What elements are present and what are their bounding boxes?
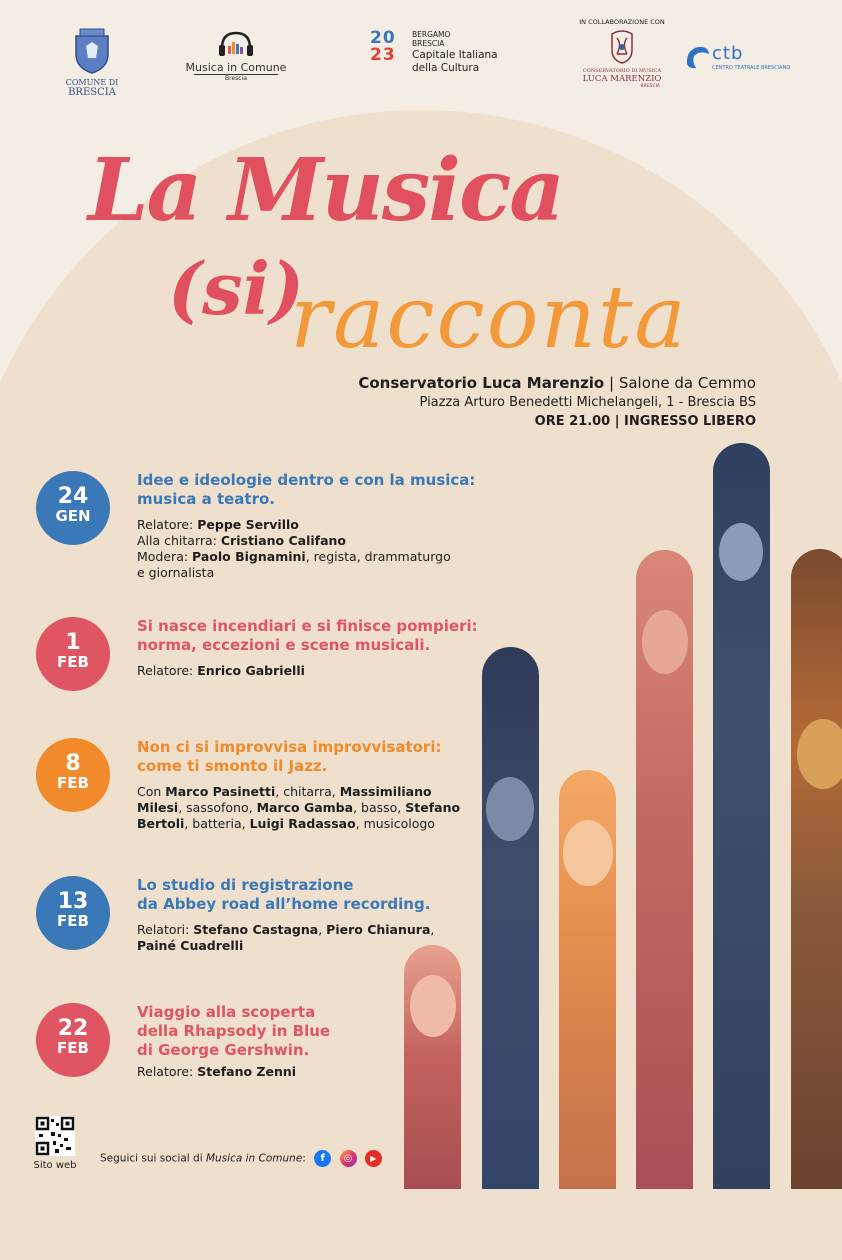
date-day: 24 (57, 484, 89, 509)
speaker-label: Relatori: (137, 922, 194, 937)
qr-block[interactable] (33, 1116, 77, 1172)
event-title-line-1: Viaggio alla scoperta (137, 1003, 316, 1021)
event-title-line-2: musica a teatro. (137, 490, 275, 508)
social-footer (100, 1150, 382, 1167)
performer-role: , sassofono, (178, 800, 257, 815)
conservatorio-name: LUCA MARENZIO (582, 74, 662, 84)
performer-role: , chitarra, (275, 784, 340, 799)
title-line-3: racconta (290, 268, 688, 368)
capitale-cultura-logo[interactable] (370, 30, 510, 78)
moderator-label: Modera: (137, 549, 193, 564)
event-body (137, 617, 507, 679)
event-description (137, 784, 507, 832)
event-body (137, 471, 507, 581)
ctb-logo-icon (684, 44, 710, 72)
performer-name: Stefano (405, 800, 461, 815)
venue-address: Piazza Arturo Benedetti Michelangeli, 1 - Brescia BS (419, 395, 756, 410)
performer-name: Bertoli (137, 816, 185, 831)
speaker-line (137, 1064, 507, 1080)
event-body (137, 876, 507, 954)
performer-role: , batteria, (184, 816, 250, 831)
comune-label-1: COMUNE DI (65, 78, 119, 87)
speaker-line (137, 517, 507, 533)
event-description (137, 922, 507, 954)
portrait-3 (563, 820, 613, 886)
speaker-label: Relatore: (137, 1064, 198, 1079)
photo-strip-6 (791, 549, 842, 1189)
venue-name-bold: Conservatorio Luca Marenzio (358, 374, 605, 392)
facebook-icon[interactable]: f (314, 1150, 331, 1167)
guitar-label: Alla chitarra: (137, 533, 221, 548)
title-line-2: (si) (168, 246, 305, 331)
capitale-year-top: 20 (370, 28, 396, 48)
speaker-label: Relatore: (137, 517, 198, 532)
speaker-name: Stefano Zenni (197, 1064, 297, 1079)
conservatorio-small: CONSERVATORIO DI MUSICA (582, 68, 662, 74)
event-title (137, 471, 507, 509)
photo-strip-4 (636, 550, 693, 1189)
musica-in-comune-logo[interactable] (184, 30, 288, 83)
event-title-line-2: come ti smonto il Jazz. (137, 757, 328, 775)
event-title-line-2: norma, eccezioni e scene musicali. (137, 636, 431, 654)
event-title-line-2: da Abbey road all’home recording. (137, 895, 431, 913)
date-month: FEB (57, 1039, 89, 1057)
capitale-city-2: BRESCIA (412, 39, 445, 48)
performers-line-2 (137, 800, 507, 816)
lyre-crest-icon (607, 30, 637, 64)
performer-name: Marco Pasinetti (165, 784, 276, 799)
speaker-name: Stefano Castagna (193, 922, 319, 937)
date-badge (36, 617, 110, 691)
event-description (137, 663, 507, 679)
date-badge (36, 738, 110, 812)
moderator-role-line-2: e giornalista (137, 565, 215, 580)
venue-time: ORE 21.00 | INGRESSO LIBERO (534, 414, 756, 429)
event-title-line-3: di George Gershwin. (137, 1041, 310, 1059)
qr-code-icon[interactable] (35, 1116, 75, 1156)
event-title (137, 738, 507, 776)
guitar-name: Cristiano Califano (220, 533, 347, 548)
performer-name: Massimiliano (339, 784, 432, 799)
event-title-line-1: Idee e ideologie dentro e con la musica: (137, 471, 476, 489)
performers-prefix: Con (137, 784, 166, 799)
speakers-line-2 (137, 938, 507, 954)
event-body (137, 738, 507, 832)
ctb-name: ctb (712, 43, 744, 64)
date-month: FEB (57, 774, 89, 792)
guitar-line (137, 533, 507, 549)
date-day: 22 (57, 1016, 89, 1041)
event-title (137, 617, 507, 655)
date-day: 1 (65, 630, 81, 655)
performers-line-1 (137, 784, 507, 800)
event-title-line-1: Si nasce incendiari e si finisce pompieri: (137, 617, 478, 635)
performer-role: , basso, (353, 800, 406, 815)
comune-di-brescia-logo[interactable] (64, 28, 120, 98)
headphones-icon (216, 30, 256, 58)
moderator-line (137, 549, 507, 565)
portrait-6 (797, 719, 842, 789)
separator: , (318, 922, 327, 937)
comune-label-2: BRESCIA (68, 87, 116, 98)
venue-block (358, 374, 756, 431)
speaker-name: Peppe Servillo (197, 517, 299, 532)
date-day: 13 (57, 889, 89, 914)
event-description (137, 517, 507, 581)
speaker-name: Enrico Gabrielli (197, 663, 305, 678)
photo-strip-3 (559, 770, 616, 1189)
ctb-logo[interactable] (684, 44, 794, 78)
event-title-line-2: della Rhapsody in Blue (137, 1022, 331, 1040)
capitale-text-1: Capitale Italiana (412, 49, 498, 61)
speaker-label: Relatore: (137, 663, 198, 678)
city-crest-icon (72, 28, 112, 74)
qr-label: Sito web (33, 1160, 77, 1171)
event-title-line-1: Lo studio di registrazione (137, 876, 354, 894)
social-colon: : (302, 1152, 306, 1165)
social-name: Musica in Comune (205, 1152, 303, 1165)
date-month: FEB (57, 653, 89, 671)
moderator-role: , regista, drammaturgo (305, 549, 451, 564)
conservatorio-logo[interactable] (574, 18, 670, 89)
capitale-year-bottom: 23 (370, 45, 396, 65)
youtube-icon[interactable]: ▶ (365, 1150, 382, 1167)
date-month: FEB (57, 912, 89, 930)
musica-logo-name: Musica in Comune (185, 61, 287, 74)
speaker-name: Piero Chianura (326, 922, 431, 937)
instagram-icon[interactable]: ◎ (340, 1150, 357, 1167)
moderator-name: Paolo Bignamini (192, 549, 306, 564)
performer-name: Luigi Radassao (249, 816, 356, 831)
social-prefix: Seguici sui social di (100, 1152, 206, 1165)
venue-name-rest: | Salone da Cemmo (604, 374, 756, 392)
performers-line-3 (137, 816, 507, 832)
capitale-city-1: BERGAMO (412, 30, 451, 39)
ctb-subtitle: CENTRO TEATRALE BRESCIANO (712, 65, 791, 71)
speaker-line (137, 663, 507, 679)
event-title (137, 876, 507, 914)
event-description (137, 1064, 507, 1080)
collab-label: IN COLLABORAZIONE CON (579, 18, 665, 26)
performer-role: , musicologo (355, 816, 435, 831)
event-title-line-1: Non ci si improvvisa improvvisatori: (137, 738, 442, 756)
title-line-1: La Musica (88, 140, 564, 241)
capitale-text-2: della Cultura (412, 62, 480, 74)
separator: , (430, 922, 435, 937)
speakers-line-1 (137, 922, 507, 938)
date-month: GEN (55, 507, 91, 525)
performer-name: Marco Gamba (256, 800, 354, 815)
speaker-name: Painé Cuadrelli (137, 938, 244, 953)
date-badge (36, 876, 110, 950)
event-body (137, 1003, 507, 1080)
portrait-5 (719, 523, 763, 581)
conservatorio-city: BRESCIA (640, 84, 660, 89)
musica-logo-city: Brescia (194, 74, 278, 83)
date-day: 8 (65, 751, 81, 776)
date-badge (36, 471, 110, 545)
photo-strip-5 (713, 443, 770, 1189)
portrait-4 (642, 610, 688, 674)
date-badge (36, 1003, 110, 1077)
event-title (137, 1003, 507, 1060)
performer-name: Milesi (137, 800, 179, 815)
venue-name (358, 374, 756, 393)
